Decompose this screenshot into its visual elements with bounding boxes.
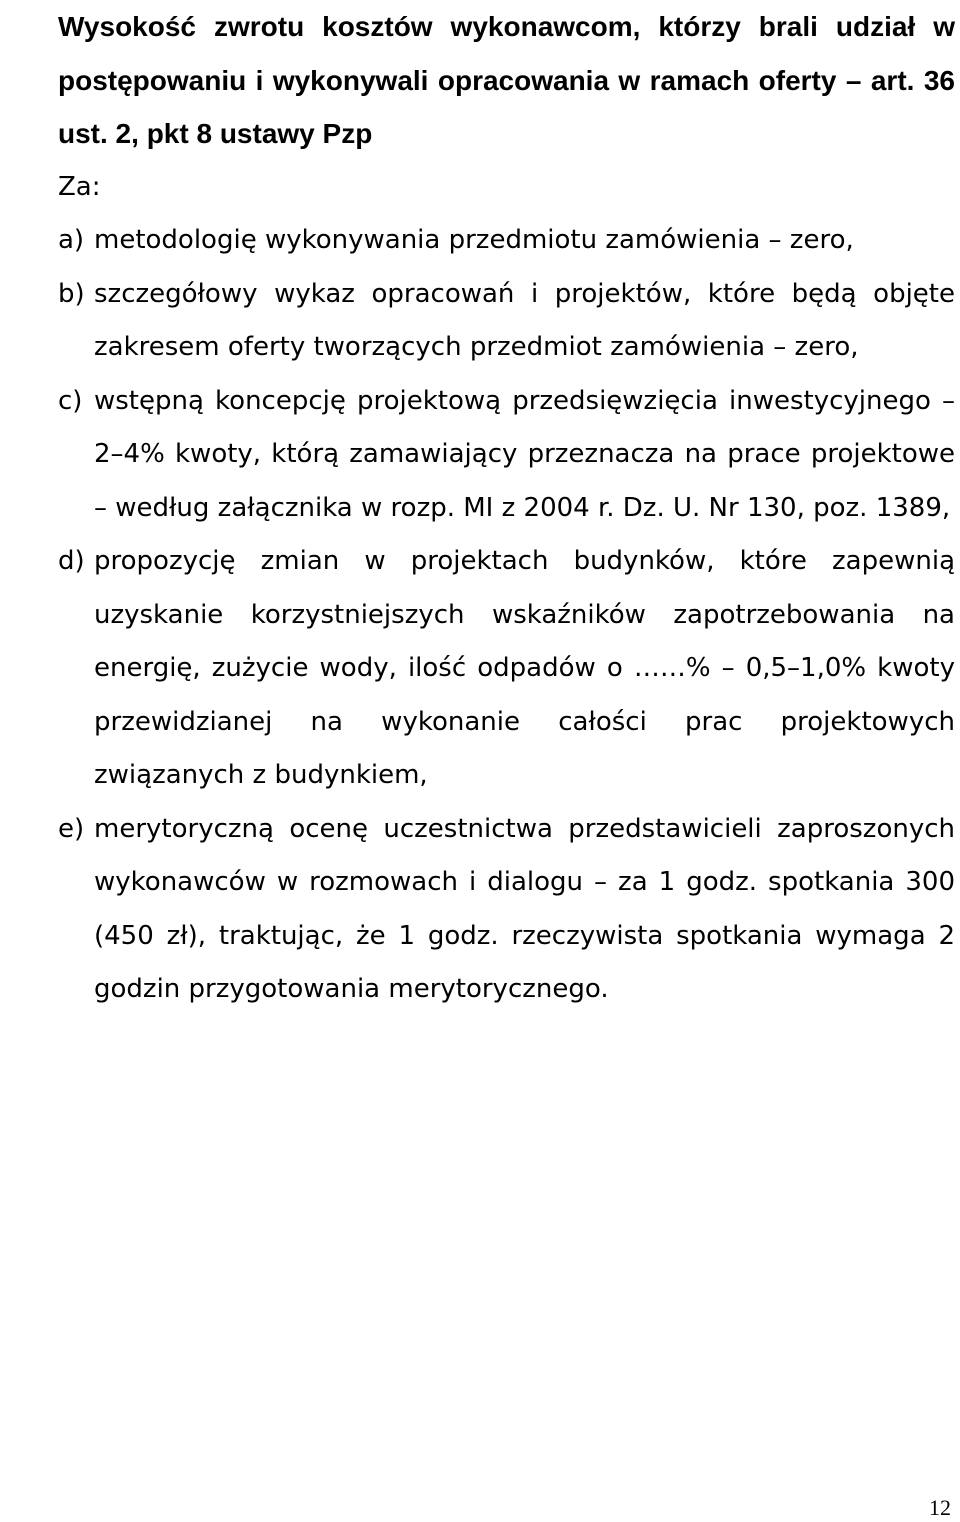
- list-marker: a): [58, 225, 85, 255]
- list-item-text: wstępną koncepcję projektową przedsięwzięcia inwestycyjnego – 2–4% kwoty, którą zamawiający przeznacza na prace projektowe – według załącznika w rozp. MI z 2004 r. Dz. U. Nr 130, poz. 1389,: [94, 385, 955, 523]
- intro-label: Za:: [58, 171, 101, 202]
- list-item-b: [58, 268, 955, 375]
- list-item-c: [58, 375, 955, 536]
- section-heading: Wysokość zwrotu kosztów wykonawcom, którzy brali udział w postępowaniu i wykonywali opracowania w ramach oferty – art. 36 ust. 2, pkt 8 ustawy Pzp: [58, 11, 955, 149]
- list-marker: c): [58, 385, 83, 416]
- list-marker: d): [58, 546, 85, 576]
- list-item-text: propozycję zmian w projektach budynków, które zapewnią uzyskanie korzystniejszych wskaźników zapotrzebowania na energię, zużycie wody, ilość odpadów o ……% – 0,5–1,0% kwoty przewidzianej na wykonanie całości prac projektowych związanych z budynkiem,: [94, 546, 955, 790]
- list-item-text: merytoryczną ocenę uczestnictwa przedstawicieli zaproszonych wykonawców w rozmowach i dialogu – za 1 godz. spotkania 300 (450 zł), traktując, że 1 godz. rzeczywista spotkania wymaga 2 godzin przygotowania merytorycznego.: [94, 813, 955, 1004]
- list-item-d: [58, 535, 955, 803]
- list-item-a: [58, 214, 955, 268]
- list-item-text: metodologię wykonywania przedmiotu zamówienia – zero,: [94, 225, 854, 255]
- list-item-e: [58, 803, 955, 1017]
- cost-items-list: [58, 214, 955, 1017]
- list-item-text: szczegółowy wykaz opracowań i projektów, które będą objęte zakresem oferty tworzących przedmiot zamówienia – zero,: [94, 278, 955, 362]
- list-marker: b): [58, 278, 85, 309]
- page-number: 12: [929, 1495, 951, 1520]
- document-body: [58, 0, 955, 1017]
- list-marker: e): [58, 813, 85, 844]
